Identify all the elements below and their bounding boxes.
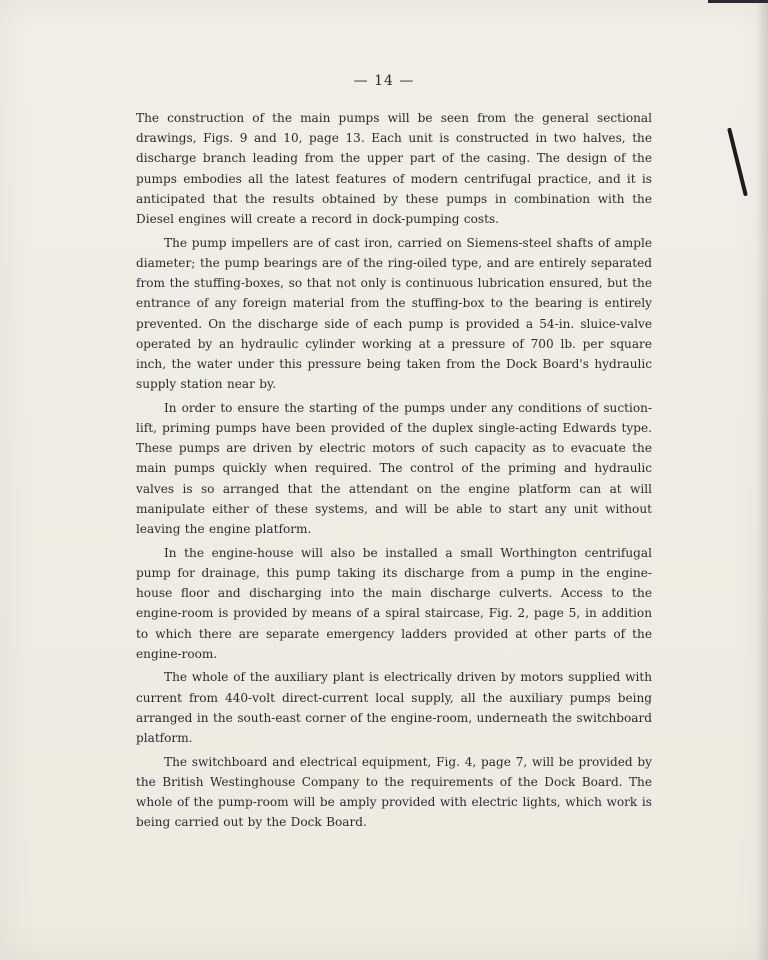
paragraph-auxiliary-plant: The whole of the auxiliary plant is electrically driven by motors supplied with current from 440-volt direct-current local supply, all the auxiliary pumps being arranged in the south-east corner of the engine-room, underneath the switchboard platform. <box>136 670 652 746</box>
page-corner-edge <box>708 0 768 3</box>
paragraph-switchboard: The switchboard and electrical equipment, Fig. 4, page 7, will be provided by the British Westinghouse Company to the requirements of the Dock Board. The whole of the pump-room will be amply provided with electric lights, which work is being carried out by the Dock Board. <box>136 754 652 830</box>
page-number: — 14 — <box>353 73 415 89</box>
page-edge-shadow <box>756 0 768 960</box>
paragraph-main-pumps-construction: The construction of the main pumps will be seen from the general sectional drawings, Figs. 9 and 10, page 13. Each unit is constructed in two halves, the discharge branch leading from the upper part of the casing. The design of the pumps embodies all the latest features of modern centrifugal practice, and it is anticipated that the results obtained by these pumps in combination with the Diesel engines will create a record in dock-pumping costs. <box>136 111 652 227</box>
staple-mark <box>727 128 748 197</box>
paragraph-engine-house-drainage: In the engine-house will also be installed a small Worthington centrifugal pump for drainage, this pump taking its discharge from a pump in the engine-house floor and discharging into the main discharge culverts. Access to the engine-room is provided by means of a spiral staircase, Fig. 2, page 5, in addition to which there are separate emergency ladders provided at other parts of the engine-room. <box>136 545 652 661</box>
body-text <box>136 108 652 836</box>
paragraph-priming-pumps: In order to ensure the starting of the pumps under any conditions of suction-lift, priming pumps have been provided of the duplex single-acting Edwards type. These pumps are driven by electric motors of such capacity as to evacuate the main pumps quickly when required. The control of the priming and hydraulic valves is so arranged that the attendant on the engine platform can at will manipulate either of these systems, and will be able to start any unit without leaving the engine platform. <box>136 400 652 537</box>
paragraph-pump-impellers: The pump impellers are of cast iron, carried on Siemens-steel shafts of ample diameter; the pump bearings are of the ring-oiled type, and are entirely separated from the stuffing-boxes, so that not only is continuous lubrication ensured, but the entrance of any foreign material from the stuffing-box to the bearing is entirely prevented. On the discharge side of each pump is provided a 54-in. sluice-valve operated by an hydraulic cylinder working at a pressure of 700 lb. per square inch, the water under this pressure being taken from the Dock Board's hydraulic supply station near by. <box>136 235 652 392</box>
